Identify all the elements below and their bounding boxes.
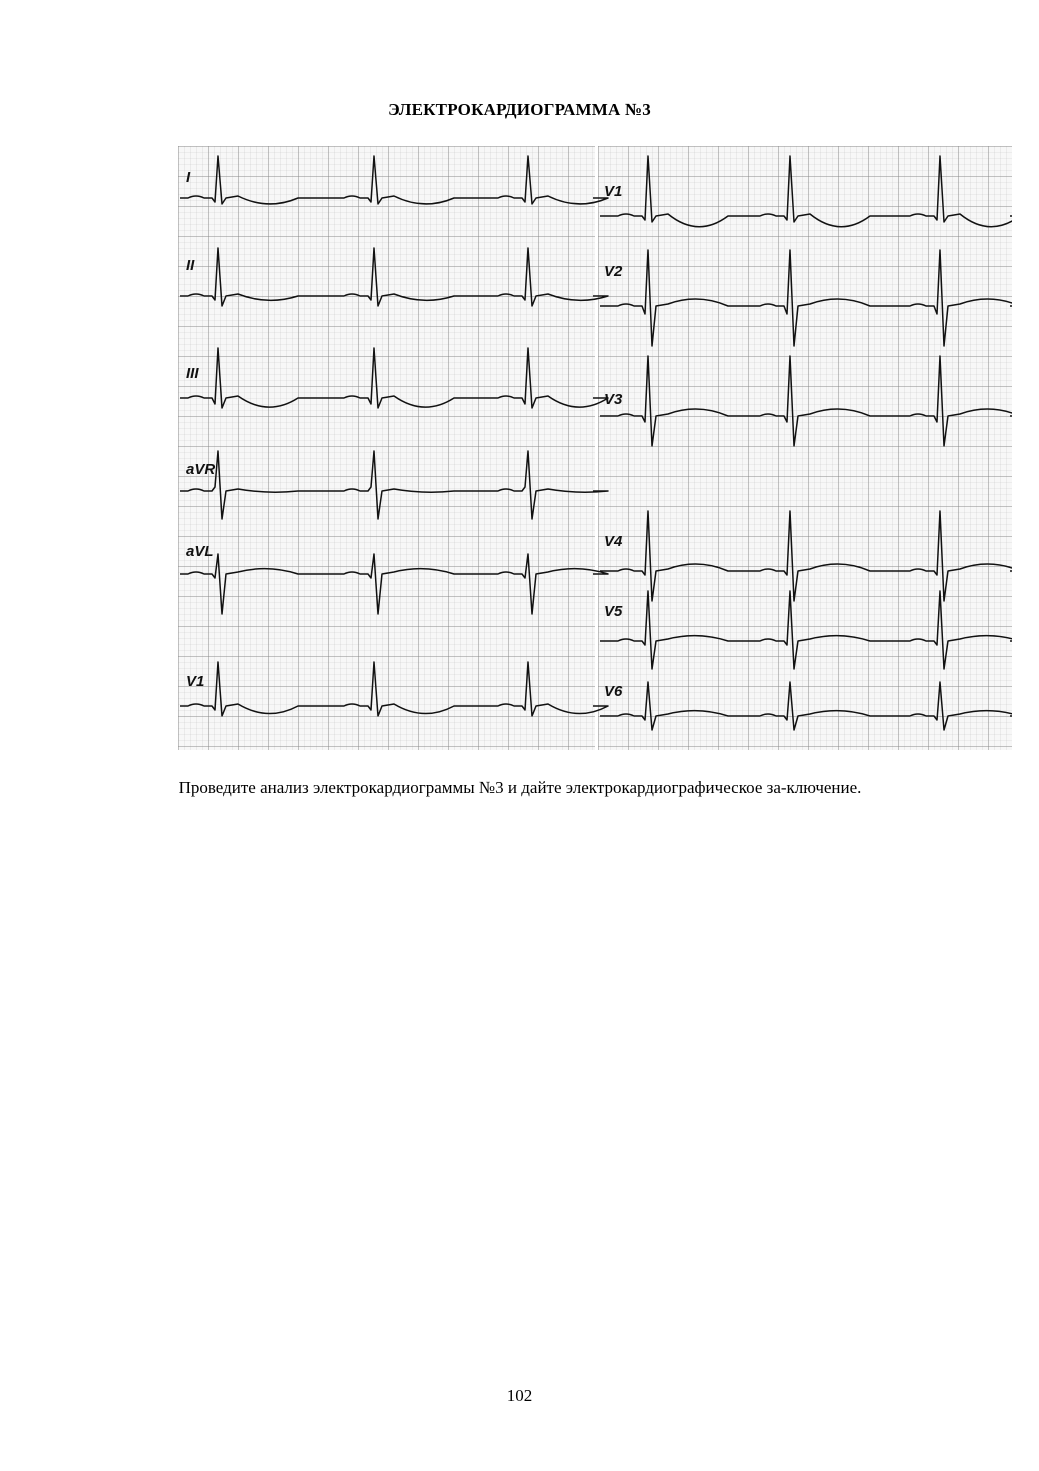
lead-label-right: V5 (604, 603, 623, 620)
page-number: 102 (506, 1386, 533, 1405)
lead-label-left: I (186, 169, 191, 186)
lead-label-left: III (186, 365, 199, 382)
lead-label-right: V4 (604, 533, 623, 550)
lead-label-right: V2 (604, 263, 623, 280)
lead-label-left: V1 (186, 673, 205, 690)
lead-label-right: V3 (604, 391, 623, 408)
lead-label-left: II (186, 257, 195, 274)
lead-label-left: aVR (186, 461, 216, 478)
ecg-right-panel (598, 146, 1012, 750)
page-title: ЭЛЕКТРОКАРДИОГРАММА №3 (388, 100, 651, 119)
lead-label-right: V6 (604, 683, 623, 700)
lead-label-right: V1 (604, 183, 623, 200)
lead-label-left: aVL (186, 543, 214, 560)
ecg-image (178, 146, 1012, 750)
ecg-left-panel (178, 146, 595, 750)
task-instruction: Проведите анализ электрокардиограммы №3 и дайте электрокардиографическое за-ключение. (178, 778, 862, 797)
